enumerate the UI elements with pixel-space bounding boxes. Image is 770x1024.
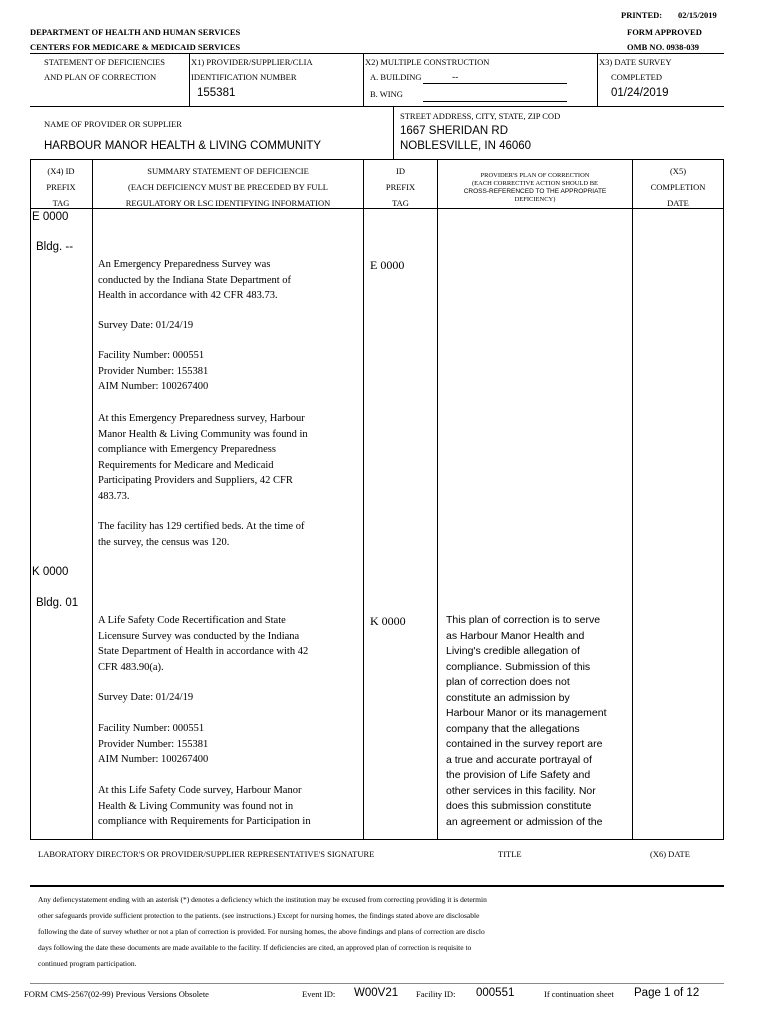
provider-id-label-1: X1) PROVIDER/SUPPLIER/CLIA: [191, 57, 313, 67]
e-tag-prefix: E 0000: [32, 211, 69, 223]
provider-id-value: 155381: [197, 87, 236, 99]
e-census-text: The facility has 129 certified beds. At the time of the survey, the census was 120.: [98, 521, 305, 548]
x4-header-3: TAG: [52, 198, 70, 208]
date-survey-label-1: X3) DATE SURVEY: [599, 57, 672, 67]
disclaimer-line-5: continued program participation.: [38, 959, 137, 968]
address-line-2: NOBLESVILLE, IN 46060: [400, 140, 532, 152]
x4-header-1: (X4) ID: [47, 166, 75, 176]
provider-name-label: NAME OF PROVIDER OR SUPPLIER: [44, 119, 182, 129]
street-address-label: STREET ADDRESS, CITY, STATE, ZIP COD: [400, 111, 561, 121]
wing-label: B. WING: [370, 89, 403, 99]
x4-header-2: PREFIX: [46, 182, 76, 192]
statement-label-1: STATEMENT OF DEFICIENCIES: [44, 57, 166, 67]
building-value: --: [452, 72, 459, 83]
omb-number: OMB NO. 0938-039: [627, 42, 700, 52]
facility-id-label: Facility ID:: [416, 989, 456, 999]
k-compliance-text: At this Life Safety Code survey, Harbour Manor Health & Living Community was found not in compliance with Requirements for Participation in: [98, 785, 311, 827]
disclaimer-line-1: Any defiencystatement ending with an asterisk (*) denotes a deficiency which the institution may be excused from correcting providing it is determin: [38, 895, 487, 904]
summary-header-2: (EACH DEFICIENCY MUST BE PRECEDED BY FULL: [128, 182, 328, 192]
form-number: FORM CMS-2567(02-99) Previous Versions Obsolete: [24, 989, 209, 999]
printed-label: PRINTED:: [621, 10, 663, 20]
form-approved: FORM APPROVED: [627, 27, 702, 37]
plan-header-3: CROSS-REFERENCED TO THE APPROPRIATE: [463, 188, 607, 195]
provider-id-label-2: IDENTIFICATION NUMBER: [191, 72, 297, 82]
facility-id-value: 000551: [476, 987, 515, 999]
summary-header-1: SUMMARY STATEMENT OF DEFICIENCIE: [147, 166, 309, 176]
e-survey-date: Survey Date: 01/24/19: [98, 320, 194, 331]
centers-name: CENTERS FOR MEDICARE & MEDICAID SERVICES: [30, 42, 241, 52]
multiple-construction-label: X2) MULTIPLE CONSTRUCTION: [365, 57, 490, 67]
e-id-tag: E 0000: [370, 258, 405, 272]
e-paragraph-intro: An Emergency Preparedness Survey was conducted by the Indiana State Department of Health in accordance with 42 CFR 483.73.: [98, 259, 292, 301]
k-plan-of-correction: This plan of correction is to serve as Harbour Manor Health and Living's credible allegation of compliance. Submission of this plan of correction does not constitute an admission by Harbour Manor or its management company that the allegations contained in the survey report are a true and accurate portrayal of the provision of Life Safety and other services in this facility. Nor does this submission constitute an agreement or admission of the: [446, 614, 607, 828]
k-survey-date: Survey Date: 01/24/19: [98, 692, 194, 703]
x5-header-1: (X5): [669, 166, 687, 176]
address-line-1: 1667 SHERIDAN RD: [400, 125, 509, 137]
e-building: Bldg. --: [36, 241, 74, 253]
id-header-3: TAG: [392, 198, 409, 208]
title-label: TITLE: [498, 849, 522, 859]
printed-date: 02/15/2019: [678, 10, 717, 20]
k-id-tag: K 0000: [370, 614, 406, 628]
e-compliance-text: At this Emergency Preparedness survey, Harbour Manor Health & Living Community was found in compliance with Emergency Preparedness Requirements for Medicare and Medicaid Participating Providers and Suppliers, 42 CFR 483.73.: [98, 413, 308, 502]
department-name: DEPARTMENT OF HEALTH AND HUMAN SERVICES: [30, 27, 241, 37]
director-signature-label: LABORATORY DIRECTOR'S OR PROVIDER/SUPPLIER REPRESENTATIVE'S SIGNATURE: [38, 849, 375, 859]
plan-header-1: PROVIDER'S PLAN OF CORRECTION: [480, 172, 590, 179]
e-facility-info: Facility Number: 000551 Provider Number: 155381 AIM Number: 100267400: [98, 350, 209, 392]
plan-header-2: (EACH CORRECTIVE ACTION SHOULD BE: [471, 180, 599, 187]
plan-header-4: DEFICIENCY): [514, 196, 556, 203]
provider-name-value: HARBOUR MANOR HEALTH & LIVING COMMUNITY: [44, 140, 322, 152]
date-survey-label-2: COMPLETED: [611, 72, 662, 82]
k-paragraph-intro: A Life Safety Code Recertification and State Licensure Survey was conducted by the Indiana State Department of Health in accordance with 42 CFR 483.90(a).: [98, 615, 309, 673]
disclaimer-line-3: following the date of survey whether or not a plan of correction is provided. For nursing homes, the above findings and plans of correction are disclo: [38, 927, 485, 936]
continuation-label: If continuation sheet: [544, 989, 614, 999]
disclaimer-line-4: days following the date these documents are made available to the facility. If deficiencies are cited, an approved plan of correction is requisite to: [38, 943, 472, 952]
statement-label-2: AND PLAN OF CORRECTION: [44, 72, 157, 82]
x5-header-3: DATE: [667, 198, 689, 208]
k-tag-prefix: K 0000: [32, 566, 69, 578]
k-facility-info: Facility Number: 000551 Provider Number: 155381 AIM Number: 100267400: [98, 723, 209, 765]
id-header-1: ID: [396, 166, 405, 176]
event-id-value: W00V21: [354, 987, 399, 999]
event-id-label: Event ID:: [302, 989, 336, 999]
date-survey-value: 01/24/2019: [611, 87, 669, 99]
k-building: Bldg. 01: [36, 597, 79, 609]
building-label: A. BUILDING: [370, 72, 422, 82]
page-number: Page 1 of 12: [634, 987, 700, 999]
summary-header-3: REGULATORY OR LSC IDENTIFYING INFORMATION: [125, 198, 331, 208]
id-header-2: PREFIX: [385, 182, 416, 192]
x5-header-2: COMPLETION: [650, 182, 706, 192]
disclaimer-line-2: other safeguards provide sufficient protection to the patients. (see instructions.) Except for nursing homes, the findings stated above are disclosable: [38, 911, 480, 920]
date-x6-label: (X6) DATE: [650, 849, 690, 859]
